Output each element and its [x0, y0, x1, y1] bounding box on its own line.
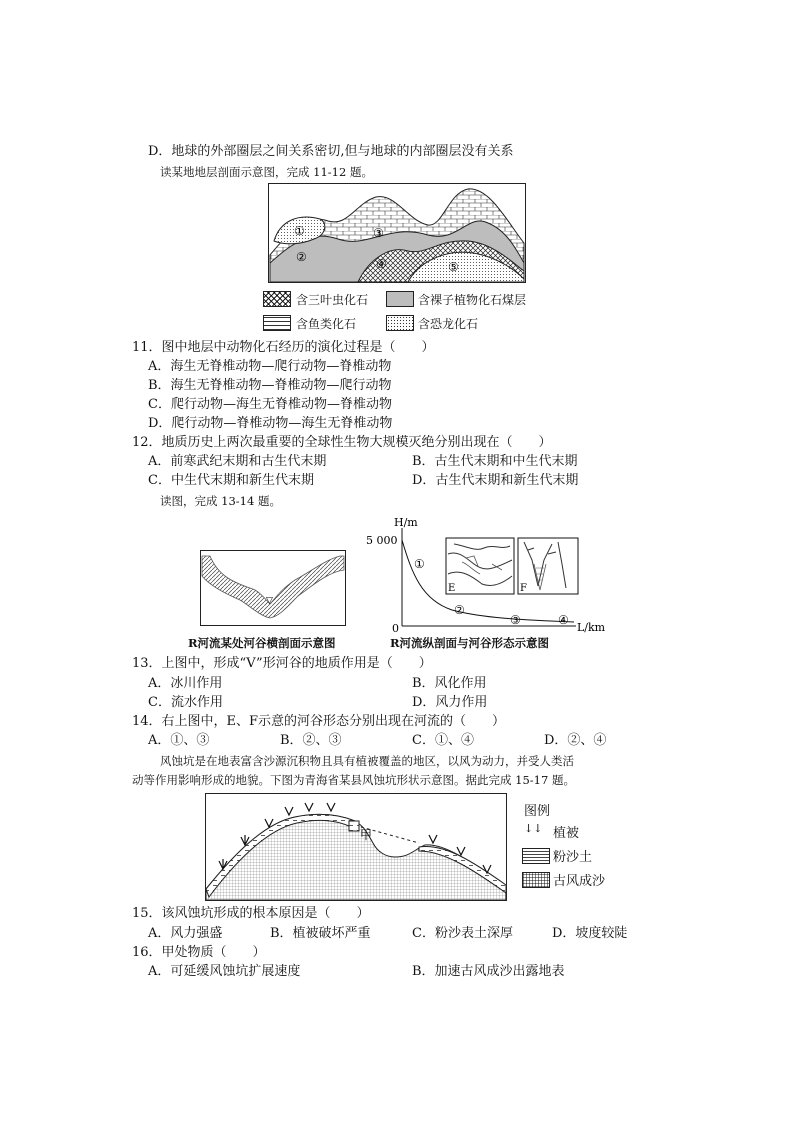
legend-silt: 粉沙土 — [553, 850, 593, 865]
q15-option-a: A．风力强盛 — [148, 926, 223, 941]
wind-erosion-pit-figure — [205, 793, 507, 901]
origin-label: 0 — [392, 622, 399, 634]
legend-title: 图例 — [524, 804, 551, 819]
y-axis-label: H/m — [394, 516, 418, 529]
y-tick-5000: 5 000 — [366, 534, 398, 547]
legend-swatch-dinosaur — [386, 315, 414, 331]
intro-15-17-line1: 风蚀坑是在地表富含沙源沉积物且具有植被覆盖的地区，以风为动力，并受人类活 — [160, 754, 574, 768]
q10-option-d: D．地球的外部圈层之间关系密切,但与地球的内部圈层没有关系 — [148, 144, 514, 159]
q11-option-b: B．海生无脊椎动物—脊椎动物—爬行动物 — [148, 378, 392, 393]
q16-option-a: A．可延缓风蚀坑扩展速度 — [148, 964, 301, 979]
valley-cross-section-figure — [200, 550, 346, 626]
water-level-symbol: ▽ — [266, 596, 273, 606]
q11-option-c: C．爬行动物—海生无脊椎动物—脊椎动物 — [148, 397, 392, 412]
q13-option-a: A．冰川作用 — [148, 676, 223, 691]
legend-fish: 含鱼类化石 — [296, 317, 357, 331]
q12-option-d: D．古生代末期和新生代末期 — [412, 473, 579, 488]
q11-option-a: A．海生无脊椎动物—爬行动物—脊椎动物 — [148, 359, 392, 374]
river-longitudinal-profile-figure — [362, 514, 612, 634]
point-1: ① — [414, 557, 425, 571]
q14-option-b: B．②、③ — [280, 733, 342, 748]
legend-vegetation-icon: ↓↓ — [524, 822, 543, 835]
point-4: ④ — [558, 613, 569, 627]
label-3: ③ — [373, 226, 384, 240]
legend-swatch-fish — [263, 315, 291, 331]
q13-option-c: C．流水作用 — [148, 695, 223, 710]
legend-swatch-trilobite — [263, 291, 291, 307]
legend-swatch-coal — [386, 291, 414, 307]
valley-shape-e — [446, 538, 514, 594]
q16-option-b: B．加速古风成沙出露地表 — [412, 964, 565, 979]
intro-13-14: 读图，完成 13-14 题。 — [160, 494, 281, 508]
intro-11-12: 读某地地层剖面示意图，完成 11-12 题。 — [160, 165, 373, 179]
intro-15-17-line2: 动等作用影响形成的地貌。下图为青海省某县风蚀坑形状示意图。据此完成 15-17 题。 — [132, 773, 575, 787]
strata-profile-figure — [268, 183, 526, 283]
legend-vegetation: 植被 — [553, 826, 580, 841]
q16-stem: 16．甲处物质（ ） — [132, 945, 266, 960]
caption-cross-section: R河流某处河谷横剖面示意图 — [188, 636, 336, 650]
label-1: ① — [294, 224, 305, 238]
q14-option-d: D．②、④ — [544, 733, 607, 748]
q15-stem: 15．该风蚀坑形成的根本原因是（ ） — [132, 906, 370, 921]
legend-swatch-silt — [522, 848, 550, 864]
caption-longitudinal-profile: R河流纵剖面与河谷形态示意图 — [390, 636, 550, 650]
q13-option-d: D．风力作用 — [412, 695, 488, 710]
jia-label: 甲 — [360, 828, 373, 842]
legend-sand: 古风成沙 — [553, 874, 606, 889]
legend-trilobite: 含三叶虫化石 — [296, 293, 369, 307]
q11-stem: 11．图中地层中动物化石经历的演化过程是（ ） — [132, 340, 435, 355]
q12-stem: 12．地质历史上两次最重要的全球性生物大规模灭绝分别出现在（ ） — [132, 435, 552, 450]
q13-stem: 13．上图中，形成“V”形河谷的地质作用是（ ） — [132, 656, 432, 671]
box-f-label: F — [520, 583, 527, 594]
legend-dinosaur: 含恐龙化石 — [418, 317, 479, 331]
q12-option-b: B．古生代末期和中生代末期 — [412, 454, 578, 469]
q15-option-c: C．粉沙表土深厚 — [412, 926, 513, 941]
q15-option-d: D．坡度较陡 — [552, 926, 628, 941]
legend-coal: 含裸子植物化石煤层 — [418, 293, 527, 307]
label-5: ⑤ — [448, 260, 459, 274]
q14-option-a: A．①、③ — [148, 733, 210, 748]
q11-option-d: D．爬行动物—脊椎动物—海生无脊椎动物 — [148, 416, 393, 431]
q14-option-c: C．①、④ — [412, 733, 474, 748]
x-axis-label: L/km — [577, 621, 606, 634]
q12-option-c: C．中生代末期和新生代末期 — [148, 473, 314, 488]
q15-option-b: B．植被破坏严重 — [270, 926, 371, 941]
q13-option-b: B．风化作用 — [412, 676, 487, 691]
label-4: ④ — [376, 257, 387, 271]
label-2: ② — [296, 250, 307, 264]
box-e-label: E — [448, 583, 456, 594]
point-2: ② — [454, 603, 465, 617]
q14-stem: 14．右上图中，E、F示意的河谷形态分别出现在河流的（ ） — [132, 714, 506, 729]
valley-shape-f — [518, 538, 578, 594]
point-3: ③ — [510, 613, 521, 627]
legend-swatch-sand — [522, 872, 550, 888]
q12-option-a: A．前寒武纪末期和古生代末期 — [148, 454, 327, 469]
